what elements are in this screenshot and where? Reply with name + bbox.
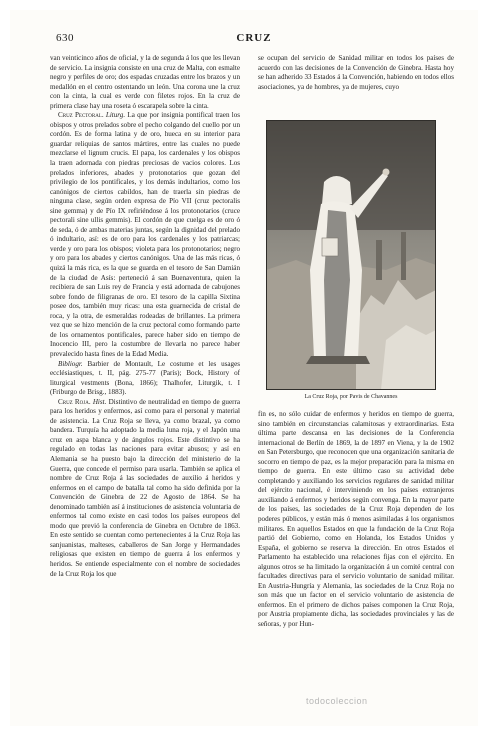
bibliography-body: Barbier de Montault, Le costume et les usages ecclésiastiques, t. II, pág. 275-77 (París); Bock, History of liturgical vestments (Bona, 1866); Thalhofer, Liturgik, t. I (Friburgo de Brisg., 1883).: [50, 359, 240, 397]
document-page: [10, 10, 478, 726]
entry-category: Hist.: [92, 397, 107, 406]
right-column-bottom: [258, 410, 454, 630]
entry-cruz-pectoral: [50, 111, 240, 359]
page-number: 630: [56, 32, 74, 44]
entry-term: Cruz Roja.: [58, 397, 91, 406]
entry-body: La que por insignia pontifical traen los obispos y otros prelados sobre el pecho colgando del cuello por un cordón. Es de forma latina y de oro, hueca en su interior para guardar reliquias de santos mártires, entre las cuales no puede mezclarse el lignum crucis. El papa, los cardenales y los obispos la traen adornada con piedras preciosas de vacios colores. Los prelados inferiores, abades y protonotarios que gozan del privilegio de los pontificales, y los demás indultarios, como los canónigos de ciertos cabildos, han de traerla sin piedras de ninguna clase, según orden expresa de Pío VII (cruz pectoralis sine gemma) y de Pío IX refiriéndose á los protonotarios (cruce pectorali sine ullis gemmis). El cordón de que cuelga es de oro ó de seda, ó de ambas materias juntas, según la dignidad del prelado ó indultario, así: es de oro para los cardenales y los patriarcas; verde y oro para los obispos; violeta para los protonotarios; negro y oro para los abades y ciertos canónigos. Una de las más ricas, ó quizá la más rica, es la que se guarda en el tesoro de San Damián de la ciudad de Asís: perteneció á san Buenaventura, quien la recibiera de san Luis rey de Francia y está adornada de cabujones sobre fondo de filigranas de oro. El tesoro de la capilla Sixtina posee dos, también muy ricas: una esta guarnecida de cristal de roca, y la otra, de esmeraldas rodeadas de brillantes. La primera vez que se hizo mención de la cruz pectoral como formando parte de los ornamentos pontificales, parece haber sido en tiempo de Inocencio III, pero la costumbre de llevarla no parece haber prevalecido hasta fines de la Edad Media.: [50, 111, 240, 358]
entry-cruz-roja: [50, 398, 240, 579]
left-column: [50, 54, 240, 579]
figure-caption: La Cruz Roja, por Pavis de Chavannes: [304, 394, 398, 400]
right-column-top: [258, 54, 454, 92]
paragraph-continued: fin es, no sólo cuidar de enfermos y heridos en tiempo de guerra, sino también en circunstancias calamitosas y extraordinarias. Esta última parte descansa en las decisiones de la Conferencia internacional de Berlín de 1869, la de 1897 en Viena, y la de 1902 en San Petersburgo, que reconocen que una organización sanitaria de socorro en tiempo de paz, es la mejor preparación para la misma en tiempo de guerra. En este último caso su actividad debe completando y auxiliando los servicios regulares de sanidad militar del ejército nacional, é interviniendo en los países extranjeros auxiliando á enfermos y heridos según convenga. En la mayor parte de los países, las sociedades de la Cruz Roja dependen de los poderes públicos, y están más ó menos asimiladas á los organismos militares. En aquellos Estados en que la fundación de la Cruz Roja partió del Gobierno, como en Holanda, los Estados Unidos y España, el gobierno se reserva la dirección. En otros Estados el Parlamento ha establecido una relaciones fijas con el ejército. En algunos otros se ha limitado la organización á un comité central con facultades directivas para el servicio voluntario de sanidad militar. En Austria-Hungría y Alemania, las sociedades de la Cruz Roja no son más que un factor en el servicio voluntario de asistencia de enfermos. En el primero de dichos países componen la Cruz Roja, por Austria propiamente dicha, las sociedades provinciales y las de señoras, y por Hun-: [258, 410, 454, 629]
painting-image: [266, 120, 436, 390]
entry-category: Liturg.: [105, 111, 126, 120]
illustration-cruz-roja: [266, 120, 436, 390]
paragraph-continued: se ocupan del servicio de Sanidad militar en todos los países de acuerdo con las decisiones de la Convención de Ginebra. Hasta hoy se han adherido 33 Estados á la Convención, habiendo en todos ellos asociaciones, ya de hombres, ya de mujeres, cuyo: [258, 54, 454, 91]
entry-term: Cruz Pectoral.: [58, 111, 104, 120]
bibliography: [50, 360, 240, 398]
paragraph-cruz-malta: van veinticinco años de oficial, y la de segunda á los que les llevan de servicio. La insignia consiste en una cruz de Malta, con esmalte negro y perfiles de oro; dos espadas cruzadas entre los brazos y un medallón en el centro ostentando un león. Una corona une la cruz con la cinta, la cual es verde con filetes rojos. En la cruz de primera clase hay una roseta ó escarapela sobre la cinta.: [50, 54, 240, 110]
entry-body: Distintivo de neutralidad en tiempo de guerra para los heridos y enfermos, así como para el personal y material de asistencia. La Cruz Roja se lleva, ya como brazal, ya como bandera. Turquía ha adoptado la media luna roja, y el Japón una cruz en aspa blanca y de ángulos rojos. Este distintivo se ha regulado en todas las naciones para evitar abusos; y así en Alemania se ha puesto bajo la dirección del ministerio de la Guerra, que concede el permiso para usarla. También se aplica el nombre de Cruz Roja á las sociedades de auxilio á heridos y enfermos en el campo de batalla tal como ha sido definida por la Convención de Ginebra de 22 de Agosto de 1864. Se ha denominado también así á instituciones de asistencia voluntaria de enfermos tal como existe en casi todos los países europeos del modo que previó la conferencia de Ginebra en Octubre de 1863. En este sentido se cuentan como pertenecientes á la Cruz Roja las sanjuanistas, malteses, caballeros de San Jorge y Hermandades religiosas que existen en tiempo de guerra á los enfermos y heridos. Se entiende especialmente con el nombre de sociedades de la Cruz Roja los que: [50, 397, 240, 578]
bibliography-label: Bibliogr.: [58, 359, 83, 368]
page-header: [50, 32, 458, 46]
watermark: todocoleccion: [306, 696, 368, 706]
running-head: CRUZ: [236, 32, 272, 44]
